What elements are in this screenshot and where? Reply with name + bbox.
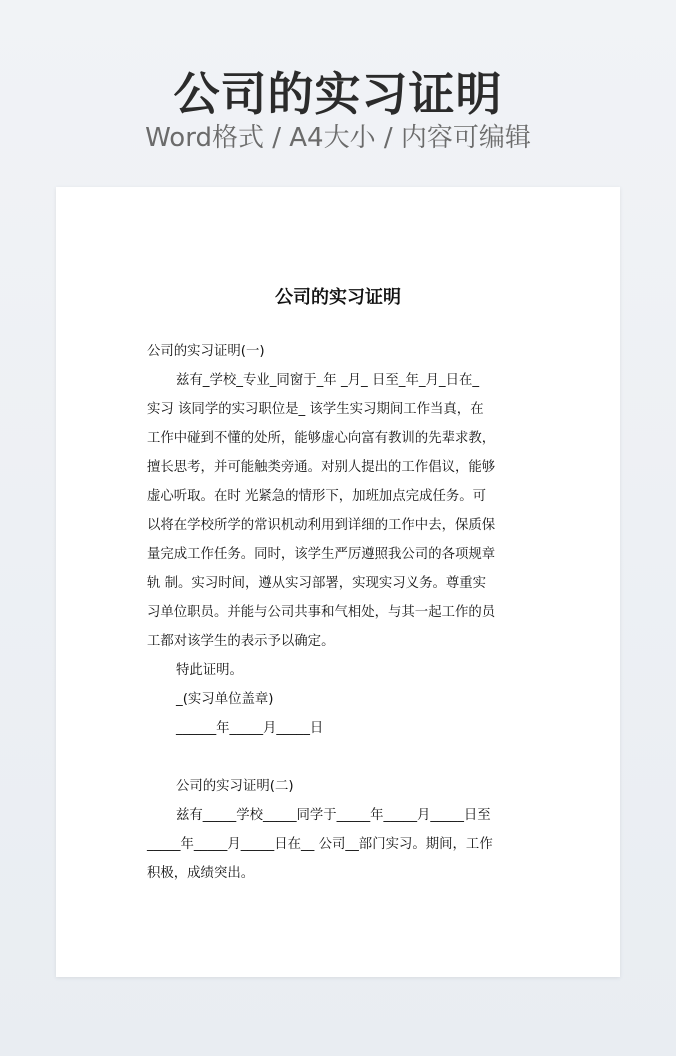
section-1-line-1: 兹有_学校_专业_同窗于_年 _月_ 日至_年_月_日在_ [176,373,480,388]
section-2-heading: 公司的实习证明(二) [176,779,294,794]
section-1-line-6: 以将在学校所学的常识机动利用到详细的工作中去，保质保 [147,518,496,533]
section-2-line-1: 兹有_____学校_____同学于_____年_____月_____日至 [176,808,491,823]
banner-title: 公司的实习证明 [173,67,503,121]
section-1-heading: 公司的实习证明(一) [147,344,265,359]
section-1-line-3: 工作中碰到不懂的处所，能够虚心向富有教训的先辈求教， [147,431,496,446]
section-1-line-9: 习单位职员。并能与公司共事和气相处，与其一起工作的员 [147,605,496,620]
closing-statement: 特此证明。 [176,663,243,678]
section-2-line-2: _____年_____月_____日在__ 公司__部门实习。期间，工作 [147,837,493,852]
document-body [147,337,531,888]
section-1-line-8: 轨 制。实习时间，遵从实习部署，实现实习义务。尊重实 [147,576,487,591]
section-1-line-5: 虚心听取。在时 光紧急的情形下，加班加点完成任务。可 [147,489,487,504]
section-spacer [147,743,531,772]
document-page [56,187,620,977]
section-1-line-10: 工都对该学生的表示予以确定。 [147,634,335,649]
section-2-line-3: 积极，成绩突出。 [147,866,255,881]
date-line: ______年_____月_____日 [176,721,324,736]
section-1-line-2: 实习 该同学的实习职位是_ 该学生实习期间工作当真，在 [147,402,484,417]
section-1-line-7: 量完成工作任务。同时，该学生严厉遵照我公司的各项规章 [147,547,496,562]
section-1-line-4: 擅长思考，并可能触类旁通。对别人提出的工作倡议，能够 [147,460,496,475]
seal-line: _(实习单位盖章) [176,692,274,707]
document-title: 公司的实习证明 [275,287,401,308]
banner-subtitle: Word格式 / A4大小 / 内容可编辑 [145,123,531,153]
